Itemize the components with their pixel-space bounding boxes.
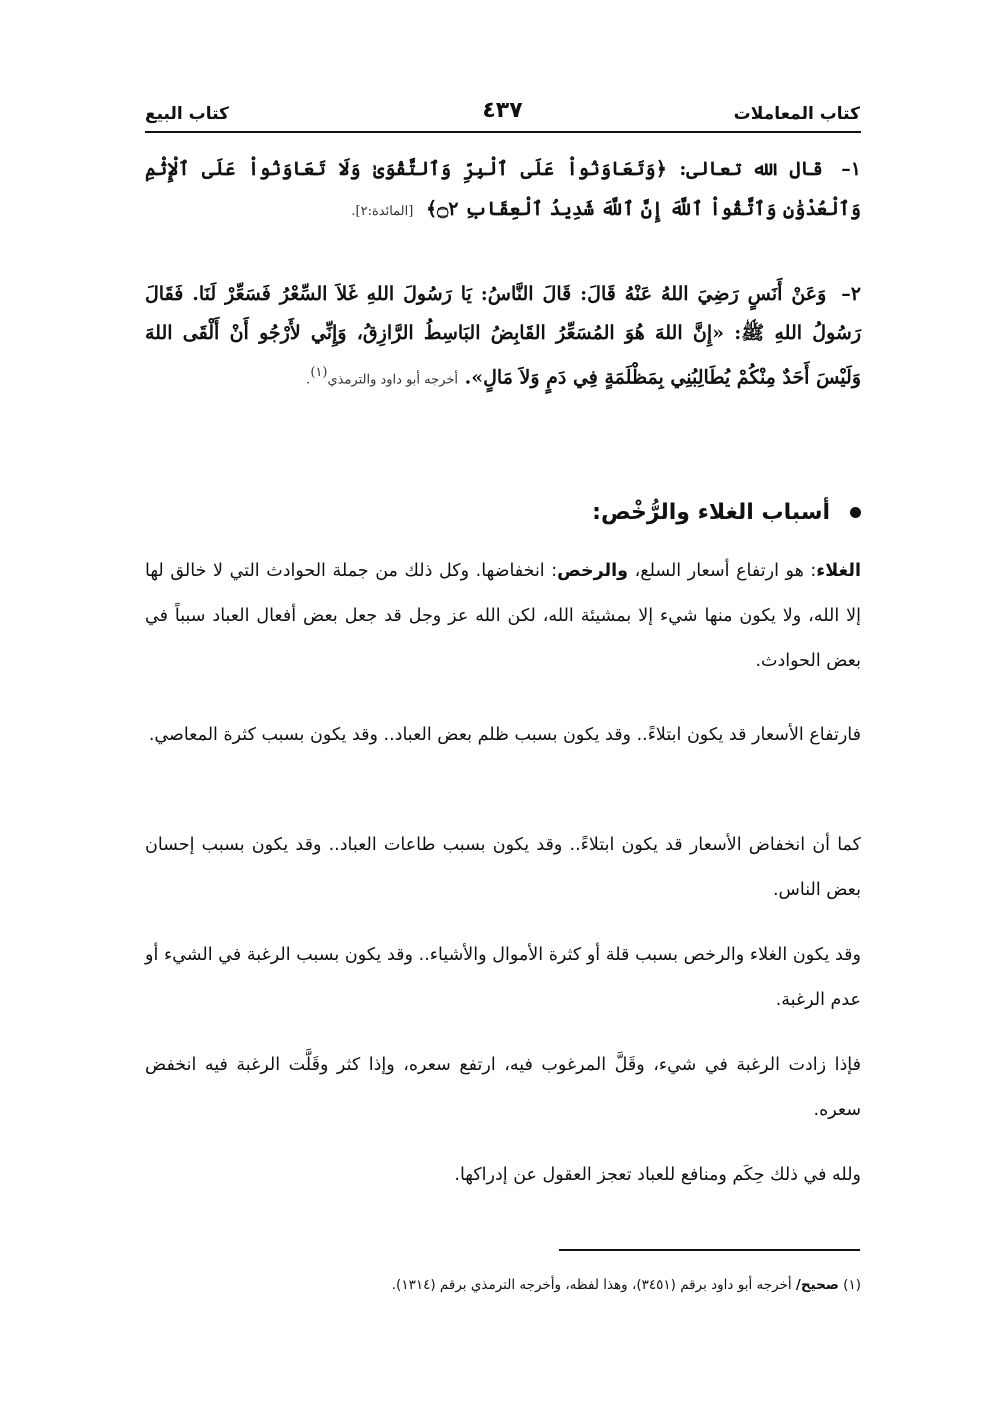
footnote-number: (١) bbox=[843, 1277, 861, 1293]
paragraph: فارتفاع الأسعار قد يكون ابتلاءً.. وقد يكون بسبب ظلم بعض العباد.. وقد يكون بسبب كثرة المعاصي. bbox=[148, 725, 861, 745]
paragraph: كما أن انخفاض الأسعار قد يكون ابتلاءً.. وقد يكون بسبب طاعات العباد.. وقد يكون بسبب إحسان بعض الناس. bbox=[145, 835, 861, 900]
item-number: ٢– bbox=[841, 283, 861, 305]
footnote-rule bbox=[559, 1249, 860, 1251]
paragraph-definition bbox=[145, 549, 861, 684]
paragraph-text: : هو ارتفاع أسعار السلع، bbox=[628, 561, 817, 581]
item-number: ١– bbox=[841, 158, 861, 180]
header-book-title: كتاب البيع bbox=[145, 104, 229, 124]
paragraph-text: : انخفاضها. وكل ذلك من جملة الحوادث التي لا خالق لها إلا الله، ولا يكون منها شيء إلا بمشيئة الله، لكن الله عز وجل قد جعل بعض أفعال العباد سبباً في بعض الحوادث. bbox=[145, 561, 861, 671]
footnote-grade: صحيح/ bbox=[795, 1277, 839, 1293]
page-number: ٤٣٧ bbox=[482, 98, 523, 123]
header-chapter-title: كتاب المعاملات bbox=[733, 104, 860, 124]
item-quran-verse bbox=[145, 149, 861, 232]
header-rule bbox=[145, 131, 861, 133]
paragraph: وقد يكون الغلاء والرخص بسبب قلة أو كثرة الأموال والأشياء.. وقد يكون بسبب الرغبة في الشيء أو عدم الرغبة. bbox=[145, 945, 861, 1010]
section-heading bbox=[145, 492, 861, 532]
section-title: أسباب الغلاء والرُّخْص: bbox=[592, 499, 830, 525]
footnote-marker: (١) bbox=[310, 365, 328, 380]
page-header bbox=[145, 100, 860, 128]
footnote bbox=[145, 1272, 861, 1298]
term-ghalaa: الغلاء bbox=[816, 561, 861, 581]
hadith-text: وَعَنْ أَنَسٍ رَضِيَ اللهُ عَنْهُ قَالَ: قَالَ النَّاسُ: يَا رَسُولَ اللهِ غَلاَ السِّعْرُ فَسَعِّرْ لَنَا. فَقَالَ رَسُولُ اللهِ ﷺ: «إِنَّ اللهَ هُوَ المُسَعِّرُ القَابِضُ البَاسِطُ الرَّازِقُ، وَإِنِّي لأَرْجُو أَنْ أَلْقَى اللهَ وَلَيْسَ أَحَدٌ مِنْكُمْ يُطَالِبُنِي بِمَظْلَمَةٍ فِي دَمٍ وَلاَ مَالٍ». bbox=[145, 283, 861, 389]
bullet-icon bbox=[850, 507, 861, 518]
paragraph: ولله في ذلك حِكَم ومنافع للعباد تعجز العقول عن إدراكها. bbox=[454, 1165, 861, 1185]
verse-reference: [المائدة:٢]. bbox=[351, 204, 414, 219]
verse-text: ﴿وَتَعَاوَنُواْ عَلَى ٱلْبِرِّ وَٱلتَّقْوَىٰ وَلَا تَعَاوَنُواْ عَلَى ٱلْإِثْمِ وَٱلْعُدْوَٰنِ وَٱتَّقُواْ ٱللَّهَ إِنَّ ٱللَّهَ شَدِيدُ ٱلْعِقَابِ ۝٢﴾ bbox=[145, 158, 861, 220]
verse-intro: قال الله تعالى: bbox=[679, 158, 823, 180]
footnote-text: أخرجه أبو داود برقم (٣٤٥١)، وهذا لفظه، وأخرجه الترمذي برقم (١٣١٤). bbox=[391, 1277, 796, 1293]
hadith-source: أخرجه أبو داود والترمذي bbox=[327, 372, 458, 388]
hadith-source-end: . bbox=[306, 372, 311, 388]
paragraph: فإذا زادت الرغبة في شيء، وقَلَّ المرغوب فيه، ارتفع سعره، وإذا كثر وقَلَّت الرغبة فيه انخفض سعره. bbox=[145, 1055, 861, 1120]
item-hadith bbox=[145, 275, 861, 399]
term-rukhs: والرخص bbox=[557, 561, 628, 581]
